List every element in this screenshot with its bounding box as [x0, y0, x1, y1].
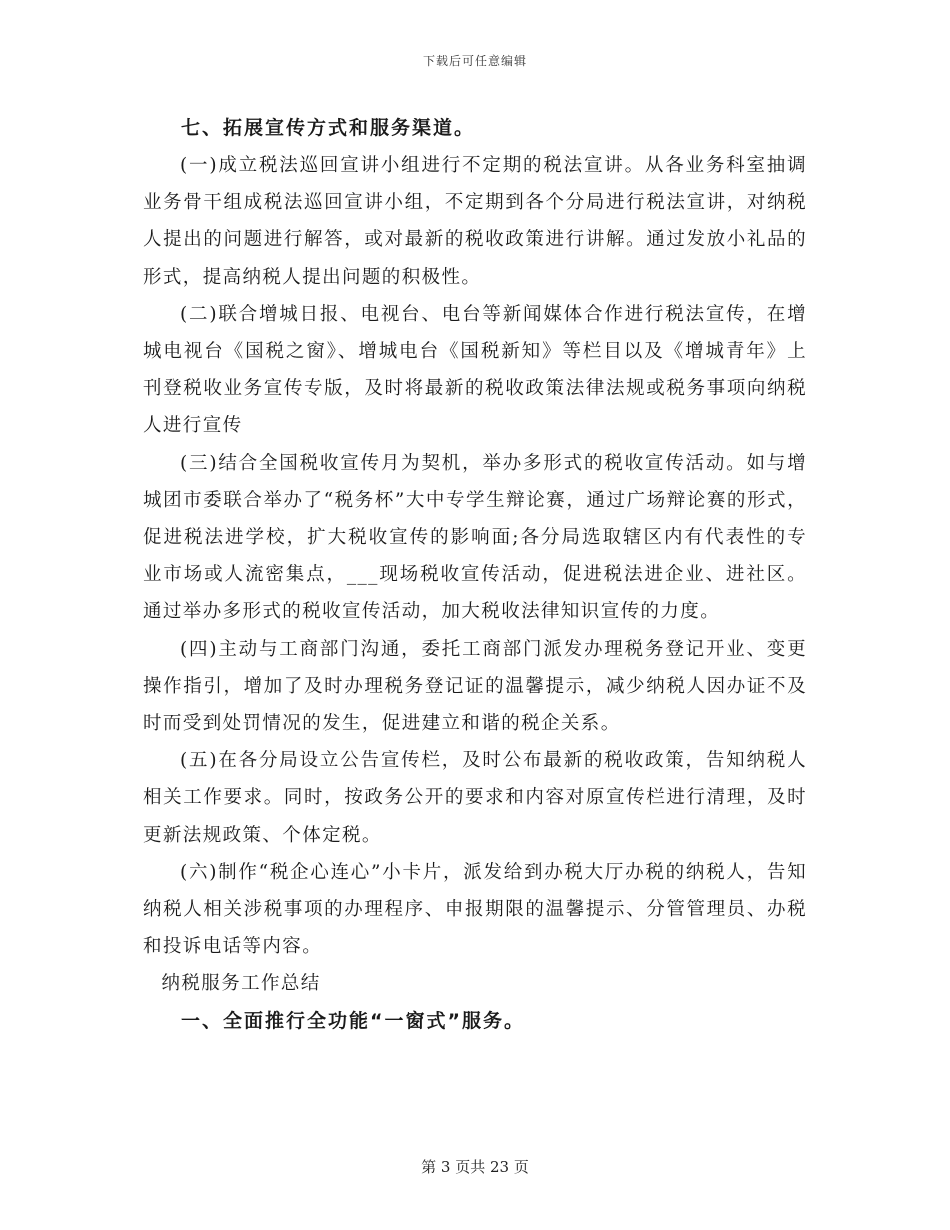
page-header: 下载后可任意编辑 [422, 54, 527, 68]
summary-title: 纳税服务工作总结 [161, 973, 321, 995]
section-heading: 一、全面推行全功能“一窗式”服务。 [181, 1009, 525, 1032]
paragraph: (二)联合增城日报、电视台、电台等新闻媒体合作进行税法宣传，在增城电视台《国税之窗》、增城电台《国税新知》等栏目以及《增城青年》上刊登税收业务宣传专版，及时将最新的税收政策法律法规或税务事项向纳税人进行宣传 [143, 303, 807, 437]
document-body [143, 110, 807, 1040]
paragraph: (一)成立税法巡回宣讲小组进行不定期的税法宣讲。从各业务科室抽调业务骨干组成税法巡回宣讲小组，不定期到各个分局进行税法宣讲，对纳税人提出的问题进行解答，或对最新的税收政策进行讲解。通过发放小礼品的形式，提高纳税人提出问题的积极性。 [143, 155, 807, 288]
paragraph: (五)在各分局设立公告宣传栏，及时公布最新的税收政策，告知纳税人相关工作要求。同时，按政务公开的要求和内容对原宣传栏进行清理，及时更新法规政策、个体定税。 [143, 750, 807, 846]
page-footer: 第 3 页共 23 页 [421, 1158, 529, 1176]
paragraph: (四)主动与工商部门沟通，委托工商部门派发办理税务登记开业、变更操作指引，增加了及时办理税务登记证的温馨提示，减少纳税人因办证不及时而受到处罚情况的发生，促进建立和谐的税企关系。 [143, 638, 807, 735]
paragraph: (三)结合全国税收宣传月为契机，举办多形式的税收宣传活动。如与增城团市委联合举办了“税务杯”大中专学生辩论赛，通过广场辩论赛的形式，促进税法进学校，扩大税收宣传的影响面;各分局选取辖区内有代表性的专业市场或人流密集点，___现场税收宣传活动，促进税法进企业、进社区。通过举办多形式的税收宣传活动，加大税收法律知识宣传的力度。 [143, 452, 807, 623]
section-heading: 七、拓展宣传方式和服务渠道。 [181, 117, 476, 139]
paragraph: (六)制作“税企心连心”小卡片，派发给到办税大厅办税的纳税人，告知纳税人相关涉税事项的办理程序、申报期限的温馨提示、分管管理员、办税和投诉电话等内容。 [143, 861, 807, 958]
